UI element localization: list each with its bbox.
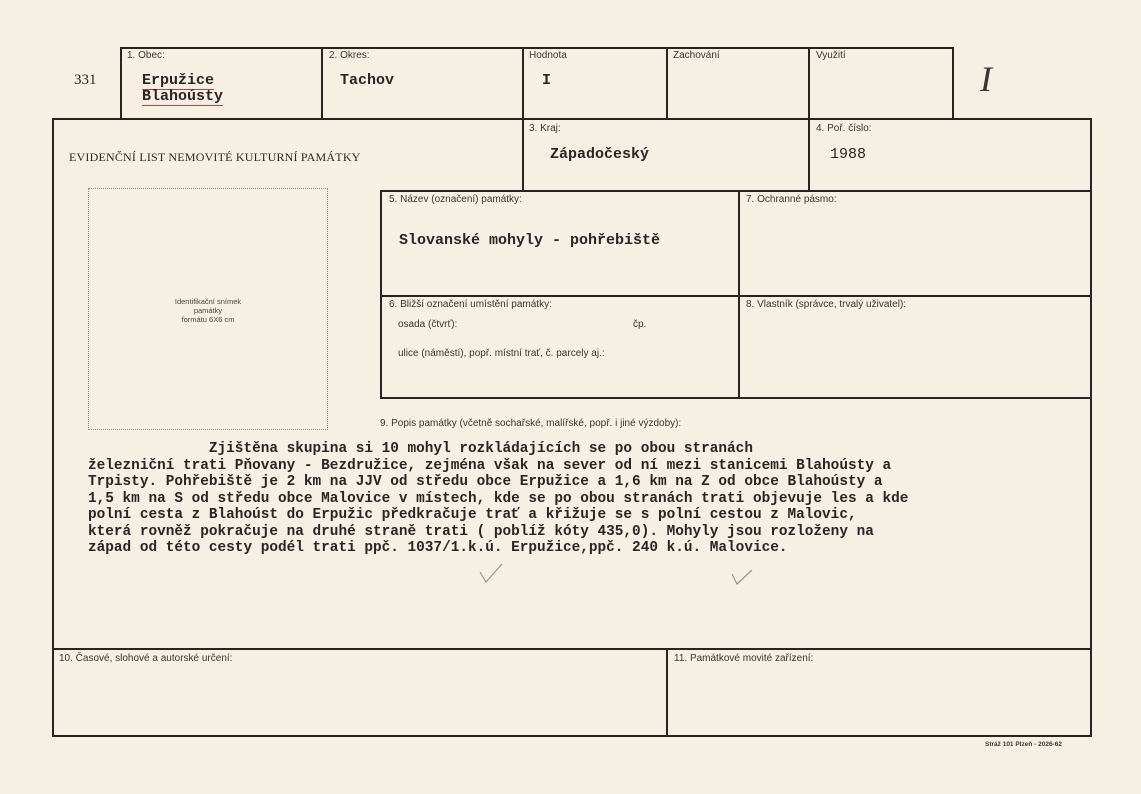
photo-caption <box>89 297 327 324</box>
frame-left-rule <box>52 118 54 736</box>
hodnota-label: Hodnota <box>529 50 567 61</box>
por-cislo-label: 4. Poř. číslo: <box>816 123 872 134</box>
check-mark-icon <box>476 562 508 586</box>
ulice-label: ulice (náměstí), popř. místní trať, č. parcely aj.: <box>398 348 605 359</box>
popis-line-5: polní cesta z Blahoúst do Erpužic předkračuje trať a křižuje se s polní cestou z Malovic, <box>88 507 857 523</box>
bottom-top-rule <box>52 648 1092 650</box>
ochranne-pasmo-label: 7. Ochranné pásmo: <box>746 194 837 205</box>
nazev-label: 5. Název (označení) památky: <box>389 194 522 205</box>
popis-line-3: Trpisty. Pohřebiště je 2 km na JJV od středu obce Erpužice a 1,6 km na Z od obce Blahoústy a <box>88 474 883 490</box>
frame-top-rule <box>52 118 1092 120</box>
form-title: EVIDENČNÍ LIST NEMOVITÉ KULTURNÍ PAMÁTKY <box>69 150 361 164</box>
obec-value-1: Erpužice <box>142 72 215 89</box>
popis-label: 9. Popis památky (včetně sochařské, malířské, popř. i jiné výzdoby): <box>380 418 682 429</box>
mid-top-rule <box>380 190 1091 192</box>
popis-line-4: 1,5 km na S od středu obce Malovice v místech, kde se po obou stranách trati objevuje les a kde <box>88 490 909 507</box>
header-right-rule <box>952 47 954 119</box>
record-number: 331 <box>74 72 97 88</box>
umisteni-label: 6. Bližší označení umístění památky: <box>389 299 552 310</box>
bottom-divider <box>666 648 668 736</box>
header-top-rule <box>120 47 953 49</box>
mid-center-rule <box>738 190 740 398</box>
check-mark-icon <box>728 566 756 588</box>
cp-label: čp. <box>633 319 647 330</box>
popis-line-1: Zjištěna skupina si 10 mohyl rozkládajících se po obou stranách <box>88 441 753 457</box>
photo-caption-line-3: formátu 6X6 cm <box>181 315 235 324</box>
obec-value-2: Blahoústy <box>142 88 224 105</box>
kraj-label: 3. Kraj: <box>529 123 561 134</box>
obec-label: 1. Obec: <box>127 50 165 61</box>
frame-right-rule <box>1090 118 1092 736</box>
osada-label: osada (čtvrť): <box>398 319 458 330</box>
vlastnik-label: 8. Vlastník (správce, trvalý uživatel): <box>746 299 907 310</box>
header-divider-3 <box>666 47 668 119</box>
popis-line-6: která rovněž pokračuje na druhé straně trati ( poblíž kóty 435,0). Mohyly jsou rozloženy na <box>88 523 874 540</box>
popis-line-7: západ od této cesty podél trati ppč. 1037/1.k.ú. Erpužice,ppč. 240 k.ú. Malovice. <box>88 540 788 556</box>
photo-placeholder <box>88 188 328 430</box>
photo-caption-line-1: Identifikační snímek <box>174 297 242 306</box>
printer-imprint: Stráž 101 Plzeň - 2026-62 <box>985 741 1062 748</box>
header-left-rule <box>120 47 122 119</box>
popis-text <box>88 441 1048 557</box>
popis-line-2: železniční trati Pňovany - Bezdružice, zejména však na sever od ní mezi stanicemi Blahoústy a <box>88 457 892 474</box>
nazev-value: Slovanské mohyly - pohřebiště <box>399 232 661 249</box>
mid-left-rule <box>380 190 382 398</box>
zachovani-label: Zachování <box>673 50 720 61</box>
kraj-value: Západočeský <box>550 146 650 163</box>
por-cislo-value: 1988 <box>830 146 867 163</box>
okres-label: 2. Okres: <box>329 50 370 61</box>
header-divider-1 <box>321 47 323 119</box>
okres-value: Tachov <box>340 72 395 89</box>
mid-middle-rule <box>380 295 1091 297</box>
mid-bottom-rule <box>380 397 1091 399</box>
margin-mark: I <box>980 59 992 99</box>
movite-label: 11. Památkové movité zařízení: <box>674 653 814 664</box>
frame-bottom-rule <box>52 735 1092 737</box>
hodnota-value: I <box>542 72 552 89</box>
vyuziti-label: Využití <box>816 50 846 61</box>
casove-label: 10. Časové, slohové a autorské určení: <box>59 653 233 664</box>
photo-caption-line-2: památky <box>193 306 223 315</box>
